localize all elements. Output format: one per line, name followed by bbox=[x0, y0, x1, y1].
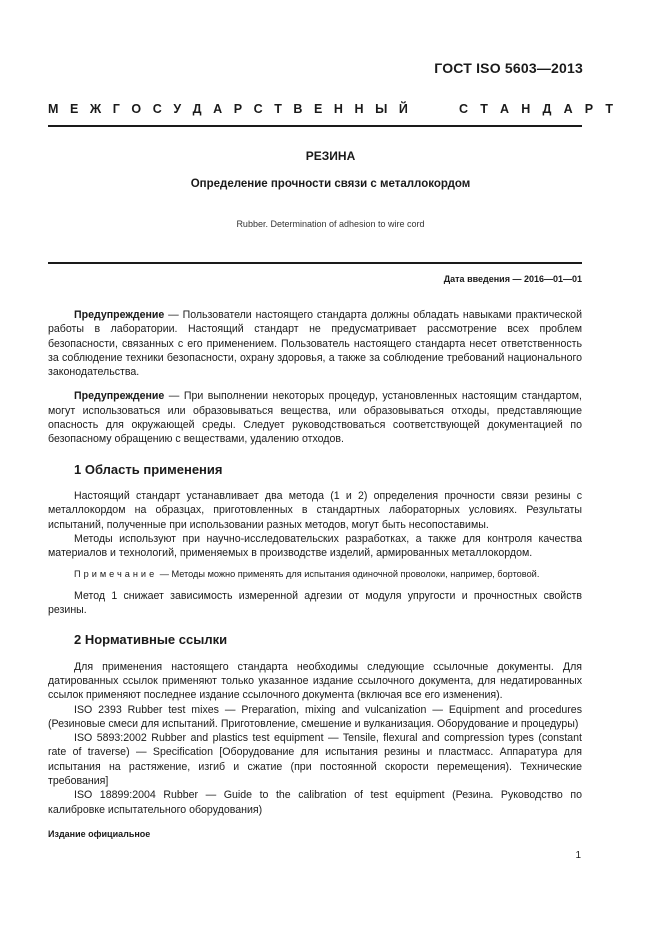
interstate-letter: Е bbox=[314, 102, 323, 116]
interstate-letter: У bbox=[173, 102, 182, 116]
interstate-letter: Н bbox=[354, 102, 364, 116]
interstate-letter: Р bbox=[233, 102, 243, 116]
interstate-letter: В bbox=[293, 102, 303, 116]
interstate-letter: А bbox=[563, 102, 573, 116]
interstate-letter: М bbox=[48, 102, 59, 116]
document-title: РЕЗИНА bbox=[305, 149, 356, 163]
top-rule bbox=[48, 125, 582, 127]
warning-paragraph-2 bbox=[48, 389, 582, 446]
standard-code: ГОСТ ISO 5603—2013 bbox=[434, 60, 583, 76]
middle-rule bbox=[48, 262, 582, 264]
official-edition-label: Издание официальное bbox=[48, 829, 151, 839]
warning-paragraph-1 bbox=[48, 308, 582, 379]
interstate-letter: Е bbox=[69, 102, 79, 116]
interstate-letter: Р bbox=[584, 102, 594, 116]
interstate-letter: О bbox=[131, 102, 142, 116]
interstate-letter: Н bbox=[333, 102, 343, 116]
interstate-letter: А bbox=[500, 102, 510, 116]
interstate-letter: Н bbox=[521, 102, 531, 116]
scope-paragraph-3: Метод 1 снижает зависимость измеренной адгезии от модуля упругости и прочностных свойств резины. bbox=[48, 589, 582, 617]
interstate-letter: Т bbox=[480, 102, 488, 116]
section-heading-references: 2 Нормативные ссылки bbox=[74, 632, 228, 648]
note-text: — Методы можно применять для испытания одиночной проволоки, например, бортовой. bbox=[157, 569, 540, 580]
scope-paragraph-2: Методы используют при научно-исследовательских разработках, а также для контроля качества материалов и технологий, применяемых в производстве изделий, армированных металлокордом. bbox=[48, 532, 582, 560]
reference-iso-18899: ISO 18899:2004 Rubber — Guide to the calibration of test equipment (Резина. Руководство по калибровке испытательного оборудования) bbox=[48, 789, 582, 816]
warning-label: Предупреждение bbox=[74, 390, 165, 403]
english-title: Rubber. Determination of adhesion to wire cord bbox=[236, 219, 425, 229]
interstate-letter: Ж bbox=[89, 102, 102, 116]
warning-text: — Пользователи настоящего стандарта должны обладать навыками практической работы в лаборатории. Настоящий стандарт не предусматривает рассмотрение всех проблем безопасности, связанных с его применением. Пользователь настоящего стандарта несет ответственность за соблюдение техники безопасности, охрану здоровья, а также за соблюдение требований национального законодательства. bbox=[48, 309, 582, 379]
interstate-letter: А bbox=[213, 102, 223, 116]
reference-iso-5893: ISO 5893:2002 Rubber and plastics test equipment — Tensile, flexural and compression types (constant rate of traverse) — Specification [Оборудование для испытания резины и пластмасс. Аппаратура для испытания на растяжение, изгиб и сжатие (при постоянной скорости перемещения). Технические требования] bbox=[48, 732, 582, 788]
document-body bbox=[48, 308, 582, 817]
interstate-letter: Ы bbox=[375, 102, 388, 116]
warning-text: — При выполнении некоторых процедур, установленных настоящим стандартом, могут использоваться или образовываться вещества, или образовываться отходы, представляющие опасность для окружающей среды. Следует руководствоваться соответствующей документацией по безопасному обращению с веществами, удалению отходов. bbox=[48, 390, 582, 446]
interstate-word-left bbox=[48, 102, 408, 116]
interstate-letter: С bbox=[459, 102, 469, 116]
references-paragraph-1: Для применения настоящего стандарта необходимы следующие ссылочные документы. Для датированных ссылок применяют только указанное издание ссылочного документа, для недатированных ссылок применяют последнее издание ссылочного документа (включая все его изменения). bbox=[48, 660, 582, 702]
interstate-letter: С bbox=[152, 102, 162, 116]
interstate-letter: Т bbox=[274, 102, 282, 116]
page-number: 1 bbox=[575, 850, 581, 861]
interstate-letter: Т bbox=[605, 102, 613, 116]
warning-label: Предупреждение bbox=[74, 309, 165, 321]
note-label: Примечание bbox=[74, 569, 158, 580]
interstate-standard-label bbox=[48, 102, 613, 116]
scope-note bbox=[48, 567, 582, 581]
interstate-letter: Д bbox=[542, 102, 552, 116]
introduction-date: Дата введения — 2016—01—01 bbox=[443, 274, 582, 284]
interstate-letter: Й bbox=[398, 102, 408, 116]
section-heading-scope: 1 Область применения bbox=[74, 461, 223, 477]
interstate-letter: Д bbox=[192, 102, 202, 116]
interstate-word-right bbox=[459, 102, 613, 116]
reference-iso-2393: ISO 2393 Rubber test mixes — Preparation, mixing and vulcanization — Equipment and procedures (Резиновые смеси для испытаний. Приготовление, смешение и вулканизация. Оборудование и процедуры) bbox=[48, 703, 582, 730]
interstate-letter: Г bbox=[112, 102, 120, 116]
scope-paragraph-1: Настоящий стандарт устанавливает два метода (1 и 2) определения прочности связи резины с металлокордом на образцах, приготовленных в стандартных лабораторных условиях. Результаты испытаний, полученные при использовании разных методов, могут быть несопоставимы. bbox=[48, 489, 582, 531]
document-subtitle: Определение прочности связи с металлокордом bbox=[190, 178, 471, 190]
interstate-letter: С bbox=[253, 102, 263, 116]
